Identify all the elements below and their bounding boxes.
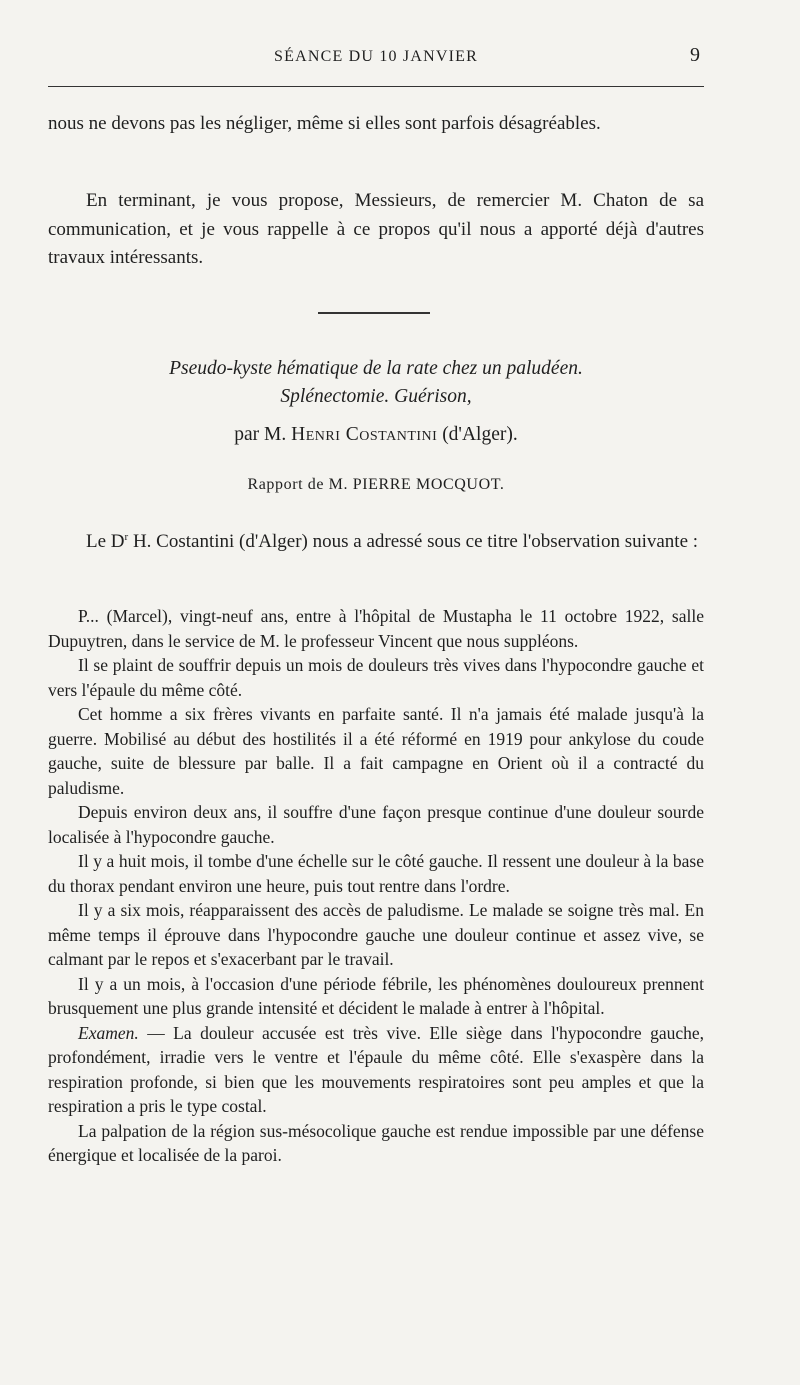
section-separator (318, 312, 430, 314)
article-title (48, 355, 704, 411)
palpation-paragraph: La palpation de la région sus-mésocolique gauche est rendue impossible par une défense énergique et localisée de la paroi. (48, 1120, 704, 1165)
author-name: Henri Costantini (291, 424, 438, 445)
lead-paragraph (48, 528, 704, 557)
page-header (48, 44, 704, 74)
exam-label: Examen. (78, 1022, 139, 1043)
byline-suffix: (d'Alger). (442, 424, 518, 445)
exam-paragraph (48, 1021, 704, 1119)
observation-body (48, 604, 704, 1168)
observation-paragraph: Cet homme a six frères vivants en parfaite santé. Il n'a jamais été malade jusqu'à la guerre. Mobilisé au début des hostilités il a été réformé en 1919 pour ankylose du coude gauche, suite de blessure par balle. Il a fait campagne en Orient où il a contracté du paludisme. (48, 704, 704, 798)
byline-prefix: par M. (234, 424, 287, 445)
lead-superscript: r (124, 531, 129, 543)
lead-text-rest: H. Costantini (d'Alger) nous a adressé sous ce titre l'observation suivante : (128, 531, 699, 552)
observation-paragraph: P... (Marcel), vingt-neuf ans, entre à l'hôpital de Mustapha le 11 octobre 1922, salle Dupuytren, dans le service de M. le professeur Vincent que nous suppléons. (48, 606, 704, 651)
observation-paragraph: Depuis environ deux ans, il souffre d'une façon presque continue d'une douleur sourde localisée à l'hypocondre gauche. (48, 802, 704, 847)
running-head: SÉANCE DU 10 JANVIER (274, 48, 478, 65)
header-rule (48, 86, 704, 87)
lead-text-start: Le D (86, 531, 125, 552)
intro-paragraph-2 (48, 187, 704, 273)
observation-paragraph: Il y a six mois, réapparaissent des accès de paludisme. Le malade se soigne très mal. En même temps il éprouve dans l'hypocondre gauche une douleur continue et assez vive, se calmant par le repos et s'exacerbant par le travail. (48, 900, 704, 969)
intro-text-1: nous ne devons pas les négliger, même si elles sont parfois désagréables. (48, 113, 601, 134)
intro-text-2: En terminant, je vous propose, Messieurs, de remercier M. Chaton de sa communication, et je vous rappelle à ce propos qu'il nous a apporté déjà d'autres travaux intéressants. (48, 190, 704, 268)
intro-paragraph-1 (48, 110, 704, 139)
observation-paragraph: Il y a huit mois, il tombe d'une échelle sur le côté gauche. Il ressent une douleur à la base du thorax pendant environ une heure, puis tout rentre dans l'ordre. (48, 851, 704, 896)
exam-text: — La douleur accusée est très vive. Elle siège dans l'hypocondre gauche, profondément, irradie vers le ventre et l'épaule du même côté. Elle s'exaspère dans la respiration profonde, si bien que les mouvements respiratoires sont peu amples et que la respiration a pris le type costal. (48, 1022, 704, 1116)
page-number: 9 (690, 44, 700, 66)
article-title-line-1: Pseudo-kyste hématique de la rate chez un paludéen. (169, 358, 583, 379)
observation-paragraph: Il y a un mois, à l'occasion d'une période fébrile, les phénomènes douloureux prennent brusquement une plus grande intensité et décident le malade à entrer à l'hôpital. (48, 973, 704, 1018)
article-title-line-2: Splénectomie. Guérison, (280, 386, 472, 407)
article-byline (48, 424, 704, 446)
report-line: Rapport de M. PIERRE MOCQUOT. (247, 476, 505, 493)
observation-paragraph: Il se plaint de souffrir depuis un mois de douleurs très vives dans l'hypocondre gauche et vers l'épaule du même côté. (48, 655, 704, 700)
lead-text (48, 528, 704, 557)
